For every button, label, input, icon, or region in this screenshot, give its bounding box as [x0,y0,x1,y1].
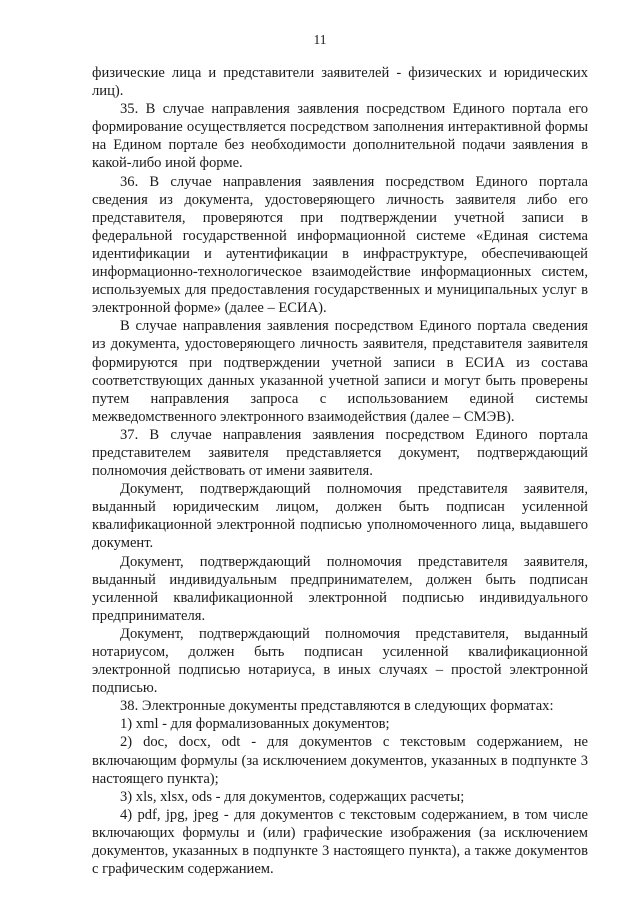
page-number: 11 [313,32,327,47]
list-item-38-2: 2) doc, docx, odt - для документов с текстовым содержанием, не включающим формулы (за исключением документов, указанных в подпункте 3 настоящего пункта); [92,734,588,787]
paragraph-38: 38. Электронные документы представляются в следующих форматах: [120,698,554,715]
paragraph-continued: физические лица и представители заявителей - физических и юридических лиц). [92,65,588,100]
document-body [92,64,588,878]
list-item-38-4: 4) pdf, jpg, jpeg - для документов с текстовым содержанием, в том числе включающих формулы и (или) графические изображения (за исключением документов, указанных в подпункте 3 настоящего пункта), а также документов с графическим содержанием. [92,806,588,878]
paragraph-37-notary: Документ, подтверждающий полномочия представителя, выданный нотариусом, должен быть подписан усиленной квалификационной электронной подписью нотариуса, в иных случаях – простой электронной подписью. [92,625,588,697]
list-item-38-3: 3) xls, xlsx, ods - для документов, содержащих расчеты; [120,788,465,805]
paragraph-37-legal-entity: Документ, подтверждающий полномочия представителя заявителя, выданный юридическим лицом, должен быть подписан усиленной квалификационной электронной подписью уполномоченного лица, выдавшего документ. [92,481,588,552]
paragraph-36-esia-data: В случае направления заявления посредством Единого портала сведения из документа, удостоверяющего личность заявителя, представителя заявителя формируются при подтверждении учетной записи в ЕСИА из состава соответствующих данных указанной учетной записи и могут быть проверены путем направления запроса с использованием единой системы межведомственного электронного взаимодействия (далее – СМЭВ). [92,318,588,425]
paragraph-37-entrepreneur: Документ, подтверждающий полномочия представителя заявителя, выданный индивидуальным предпринимателем, должен быть подписан усиленной квалификационной электронной подписью индивидуального предпринимателя. [92,553,588,624]
paragraph-35: 35. В случае направления заявления посредством Единого портала его формирование осуществляется посредством заполнения интерактивной формы на Едином портале без необходимости дополнительной подачи заявления в какой-либо иной форме. [92,101,588,172]
paragraph-36: 36. В случае направления заявления посредством Единого портала сведения из документа, удостоверяющего личность заявителя либо его представителя, проверяются при подтверждении учетной записи в федеральной государственной информационной системе «Единая система идентификации и аутентификации в инфраструктуре, обеспечивающей информационно-технологическое взаимодействие информационных систем, используемых для предоставления государственных и муниципальных услуг в электронной форме» (далее – ЕСИА). [92,173,588,317]
list-item-38-1: 1) xml - для формализованных документов; [120,716,390,733]
paragraph-37: 37. В случае направления заявления посредством Единого портала представителем заявителя представляется документ, подтверждающий полномочия действовать от имени заявителя. [92,426,588,480]
